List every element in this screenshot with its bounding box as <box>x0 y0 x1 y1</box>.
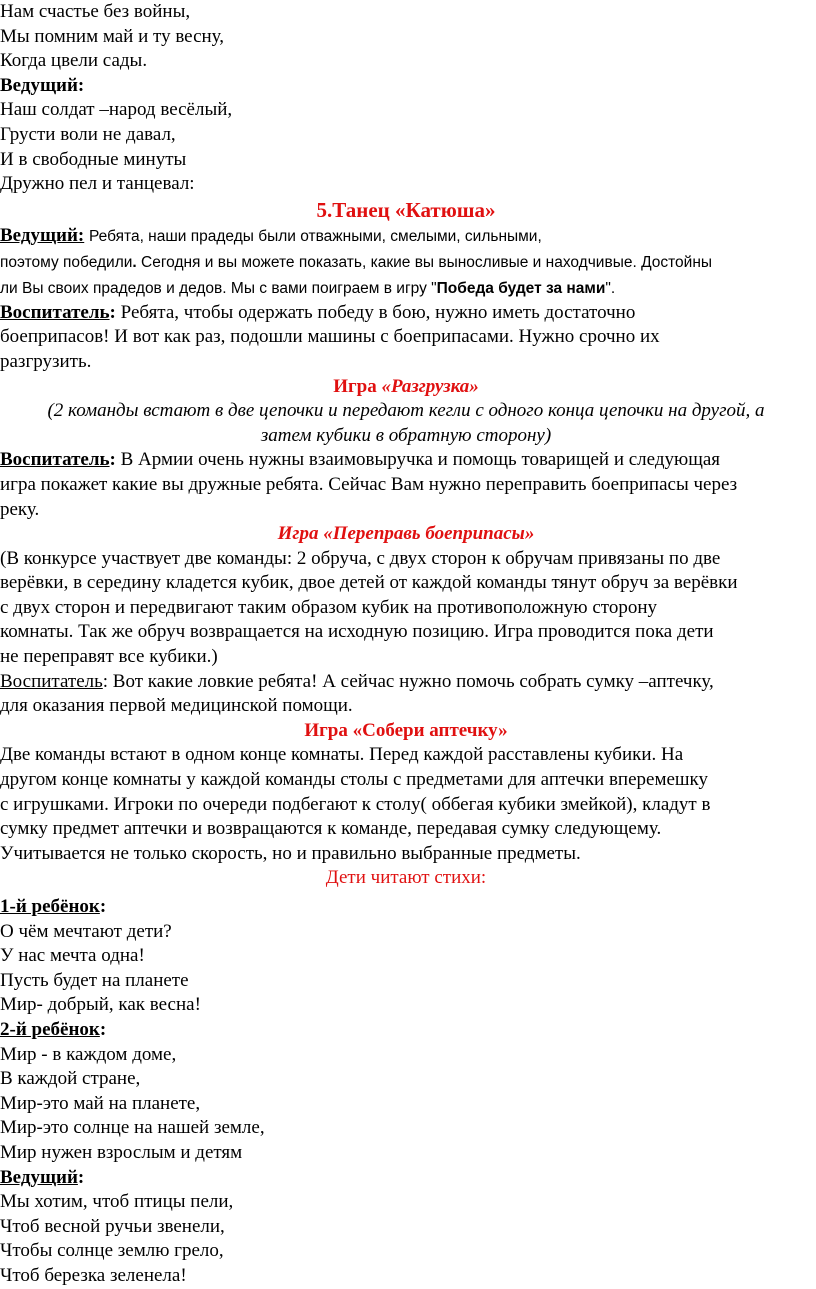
child2-block <box>0 1018 812 1166</box>
poem-line: Мы помним май и ту весну, <box>0 25 225 47</box>
teacher-label: Воспитатель <box>0 301 110 323</box>
poem-line: Нам счастье без войны, <box>0 1 191 22</box>
host-final-block <box>0 1166 812 1289</box>
poem-line: У нас мечта одна! <box>0 945 145 967</box>
host-speech-dot: . <box>132 253 137 271</box>
teacher-speech-2 <box>0 448 812 522</box>
poem-line: О чём мечтают дети? <box>0 920 172 942</box>
host-label: Ведущий: <box>0 74 85 96</box>
child-label: 1-й ребёнок <box>0 896 100 917</box>
label-colon: : <box>77 1166 85 1188</box>
game-desc-line: (В конкурсе участвует две команды: 2 обруча, с двух сторон к обручам привязаны по две <box>0 547 721 569</box>
speech-text: игра покажет какие вы дружные ребята. Сейчас Вам нужно переправить боеприпасы через <box>0 473 738 495</box>
host-speech-text: ли Вы своих прадедов и дедов. Мы с вами поиграем в игру " <box>0 279 437 297</box>
label-colon: : <box>99 896 107 917</box>
host-speech-label: Ведущий: <box>0 224 85 246</box>
game-desc-line: комнаты. Так же обруч возвращается на исходную позицию. Игра проводится пока дети <box>0 621 714 643</box>
poem-line: Мир - в каждом доме, <box>0 1043 177 1065</box>
game-desc-line: другом конце комнаты у каждой команды столы с предметами для аптечки вперемешку <box>0 769 709 791</box>
dance-heading: 5.Танец «Катюша» <box>316 197 496 222</box>
speech-text: реку. <box>0 498 40 520</box>
poem-line: Мир-это май на планете, <box>0 1092 201 1114</box>
game-desc-line: Учитывается не только скорость, но и правильно выбранные предметы. <box>0 842 581 864</box>
label-colon: : <box>99 1018 107 1040</box>
game3-heading: Игра «Собери аптечку» <box>304 719 508 741</box>
speech-text: : Вот какие ловкие ребята! А сейчас нужно помочь собрать сумку –аптечку, <box>102 670 714 692</box>
poem-line: Грусти воли не давал, <box>0 123 176 145</box>
game-desc-line: затем кубики в обратную сторону) <box>260 424 552 446</box>
game-desc-line: не переправят все кубики.) <box>0 646 218 668</box>
game1-prefix: Игра <box>333 375 382 397</box>
game1-description <box>0 399 812 448</box>
poem-line: Чтобы солнце землю грело, <box>0 1240 224 1262</box>
speech-text: разгрузить. <box>0 350 92 372</box>
poem-line: Дружно пел и танцевал: <box>0 173 195 195</box>
poem-line: Наш солдат –народ весёлый, <box>0 99 233 121</box>
teacher-label: Воспитатель <box>0 449 110 471</box>
teacher-label: Воспитатель <box>0 670 103 692</box>
game2-heading: Игра «Переправь боеприпасы» <box>277 523 535 545</box>
host-poem <box>0 98 812 196</box>
host-speech-line: Ребята, наши прадеды были отважными, смелыми, сильными, <box>88 227 542 245</box>
intro-poem <box>0 0 812 74</box>
poem-line: Чтоб весной ручьи звенели, <box>0 1215 225 1237</box>
poem-line: Чтоб березка зеленела! <box>0 1264 187 1286</box>
game-desc-line: верёвки, в середину кладется кубик, двое детей от каждой команды тянут обруч за верёвки <box>0 572 738 594</box>
poem-line: Мир-это солнце на нашей земле, <box>0 1117 265 1139</box>
game1-title: «Разгрузка» <box>381 375 479 397</box>
game1-heading <box>0 375 812 400</box>
poem-line: В каждой стране, <box>0 1068 141 1090</box>
game-name-inline: Победа будет за нами <box>436 279 606 297</box>
game-desc-line: с игрушками. Игроки по очереди подбегают к столу( оббегая кубики змейкой), кладут в <box>0 793 711 815</box>
poem-line: Когда цвели сады. <box>0 50 148 72</box>
game3-description <box>0 743 812 866</box>
teacher-speech-3 <box>0 670 812 719</box>
host-speech-text: Сегодня и вы можете показать, какие вы выносливые и находчивые. Достойны <box>136 253 713 271</box>
child-label: 2-й ребёнок <box>0 1018 100 1040</box>
label-colon: : <box>109 301 116 323</box>
host-speech-text: ". <box>605 279 616 297</box>
teacher-speech-1 <box>0 301 812 375</box>
poem-line: Мы хотим, чтоб птицы пели, <box>0 1191 234 1213</box>
poem-line: Мир- добрый, как весна! <box>0 994 201 1016</box>
game-desc-line: (2 команды встают в две цепочки и передают кегли с одного конца цепочки на другой, а <box>47 400 765 422</box>
speech-text: Ребята, чтобы одержать победу в бою, нужно иметь достаточно <box>115 301 636 323</box>
poem-line: Пусть будет на планете <box>0 969 189 991</box>
game-desc-line: с двух сторон и передвигают таким образом кубик на противоположную сторону <box>0 596 658 618</box>
poem-line: И в свободные минуты <box>0 148 187 170</box>
speech-text: боеприпасов! И вот как раз, подошли машины с боеприпасами. Нужно срочно их <box>0 326 660 348</box>
host-label: Ведущий <box>0 1166 78 1188</box>
child1-block <box>0 895 812 1018</box>
speech-text: для оказания первой медицинской помощи. <box>0 695 353 717</box>
speech-text: В Армии очень нужны взаимовыручка и помощь товарищей и следующая <box>115 449 720 471</box>
poem-line: Мир нужен взрослым и детям <box>0 1141 243 1163</box>
label-colon: : <box>109 449 116 471</box>
host-speech-text: поэтому победили <box>0 253 133 271</box>
game2-description <box>0 547 812 670</box>
game-desc-line: сумку предмет аптечки и возвращаются к команде, передавая сумку следующему. <box>0 818 662 840</box>
host-speech <box>0 223 812 301</box>
children-read-heading: Дети читают стихи: <box>325 867 487 889</box>
game-desc-line: Две команды встают в одном конце комнаты. Перед каждой расставлены кубики. На <box>0 744 684 766</box>
